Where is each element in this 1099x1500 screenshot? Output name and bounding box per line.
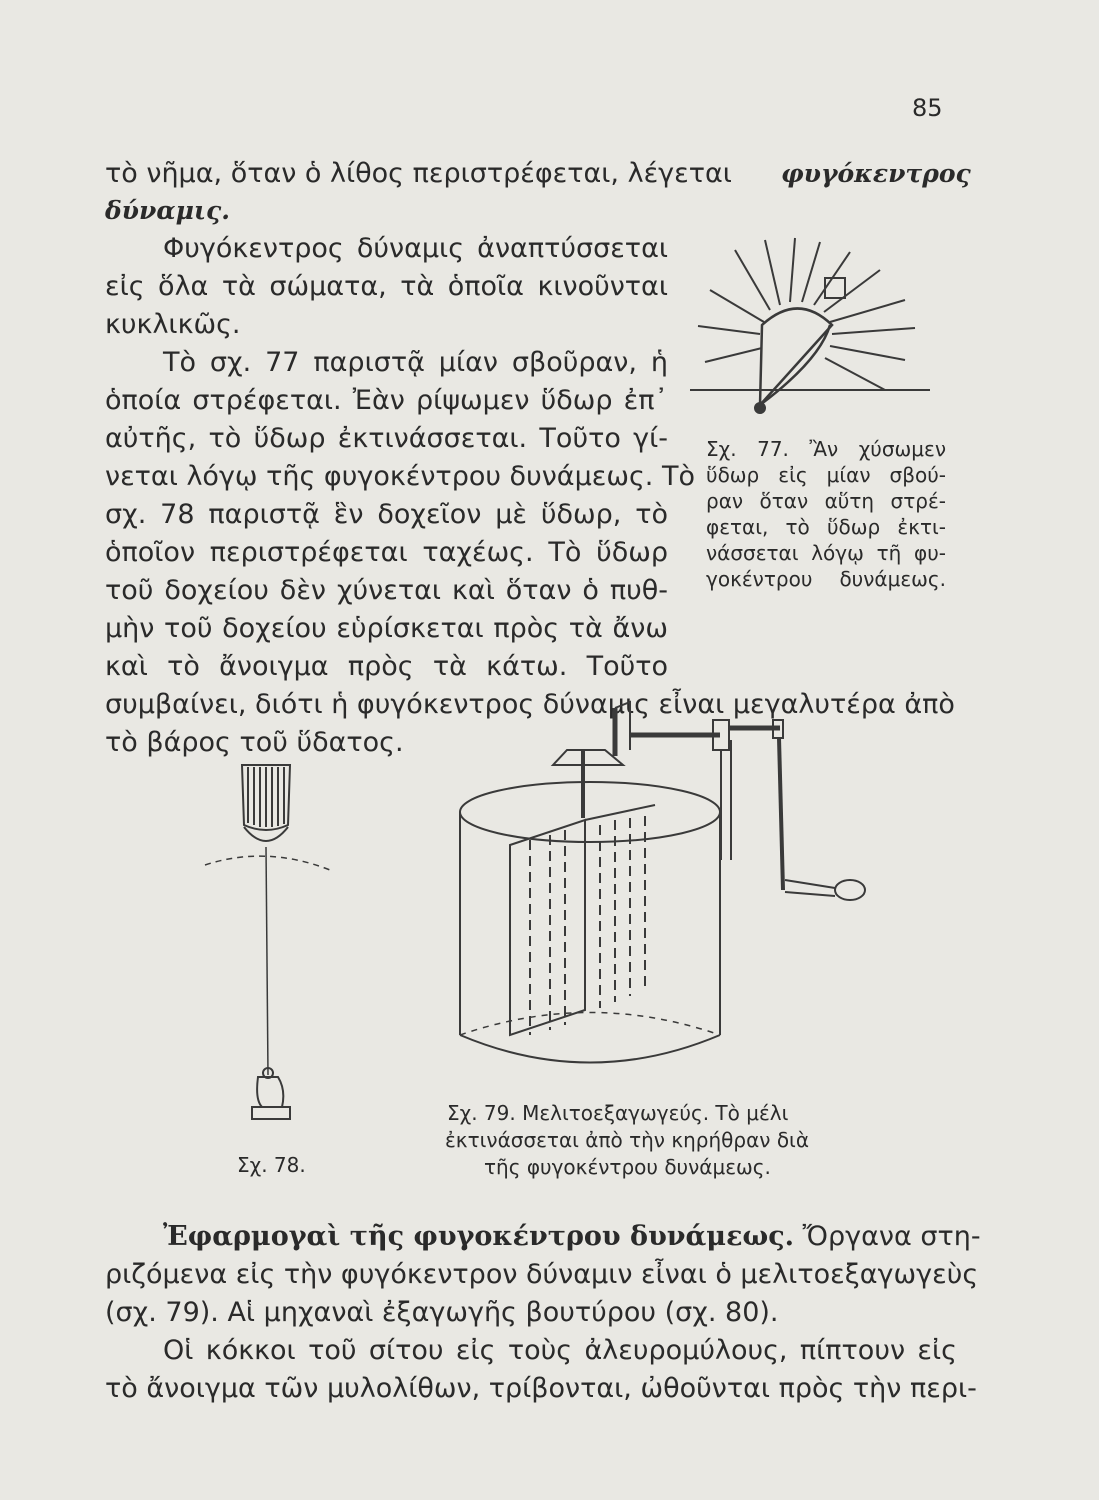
body-line: ὁποῖον περιστρέφεται ταχέως. Τὸ ὕδωρ [105,537,668,568]
intro-line-1 [105,158,732,190]
applications-line: Οἱ κόκκοι τοῦ σίτου εἰς τοὺς ἀλευρομύλους, πίπτουν εἰς [163,1335,957,1366]
fig79-caption-line: ἐκτινάσσεται ἀπὸ τὴν κηρήθραν διὰ [445,1128,810,1152]
body-line: νεται λόγῳ τῆς φυγοκέντρου δυνάμεως. Τὸ [105,461,695,492]
fig77-caption-line: Σχ. 77. Ἂν χύσωμεν [706,437,946,461]
fig77-caption-line: ὕδωρ εἰς μίαν σβού- [706,463,946,487]
body-line: Τὸ σχ. 77 παριστᾷ μίαν σβοῦραν, ἡ [163,347,668,378]
fig79-caption-line: τῆς φυγοκέντρου δυνάμεως. [484,1155,771,1179]
fig77-caption-line: ραν ὅταν αὕτη στρέ- [706,489,946,513]
applications-line: ριζόμενα εἰς τὴν φυγόκεντρον δύναμιν εἶναι ὁ μελιτοεξαγωγεὺς [105,1259,979,1290]
bucket-string-figure [200,755,340,1125]
fig78-caption: Σχ. 78. [237,1153,306,1177]
applications-line: τὸ ἄνοιγμα τῶν μυλολίθων, τρίβονται, ὠθοῦνται πρὸς τὴν περι- [105,1373,977,1404]
fig77-caption-line: φεται, τὸ ὕδωρ ἐκτι- [706,515,946,539]
honey-extractor-figure [455,690,875,1090]
applications-first-line [163,1221,981,1253]
body-line: καὶ τὸ ἄνοιγμα πρὸς τὰ κάτω. Τοῦτο [105,651,668,682]
applications-heading: Ἐφαρμογαὶ τῆς φυγοκέντρου δυνάμεως. [163,1221,795,1252]
body-line: εἰς ὅλα τὰ σώματα, τὰ ὁποῖα κινοῦνται [105,271,668,302]
intro-text: τὸ νῆμα, ὅταν ὁ λίθος περιστρέφεται, λέγεται [105,158,732,189]
body-line: σχ. 78 παριστᾷ ἓν δοχεῖον μὲ ὕδωρ, τὸ [105,499,668,530]
body-line: ὁποία στρέφεται. Ἐὰν ρίψωμεν ὕδωρ ἐπ᾽ [105,385,668,416]
page-number: 85 [912,94,943,122]
body-line: συμβαίνει, διότι ἡ φυγόκεντρος δύναμις εἶναι μεγαλυτέρα ἀπὸ [105,689,955,720]
applications-text: Ὄργανα στη- [802,1221,981,1252]
body-line: τοῦ δοχείου δὲν χύνεται καὶ ὅταν ὁ πυθ- [105,575,668,606]
body-line: μὴν τοῦ δοχείου εὑρίσκεται πρὸς τὰ ἄνω [105,613,668,644]
body-line: Φυγόκεντρος δύναμις ἀναπτύσσεται [163,233,668,264]
body-line: αὐτῆς, τὸ ὕδωρ ἐκτινάσσεται. Τοῦτο γί- [105,423,668,454]
body-line: κυκλικῶς. [105,309,241,340]
body-line: τὸ βάρος τοῦ ὕδατος. [105,727,404,758]
applications-line: (σχ. 79). Αἱ μηχαναὶ ἐξαγωγῆς βουτύρου (σχ. 80). [105,1297,779,1328]
term-centrifugal: φυγόκεντρος [781,159,971,188]
fig79-caption-line: Σχ. 79. Μελιτοεξαγωγεύς. Τὸ μέλι [447,1101,789,1125]
spinning-top-figure [680,230,950,430]
term-force: δύναμις. [105,196,230,225]
fig77-caption-line: νάσσεται λόγῳ τῆ φυ- [706,541,946,565]
fig77-caption-line: γοκέντρου δυνάμεως. [706,567,946,591]
